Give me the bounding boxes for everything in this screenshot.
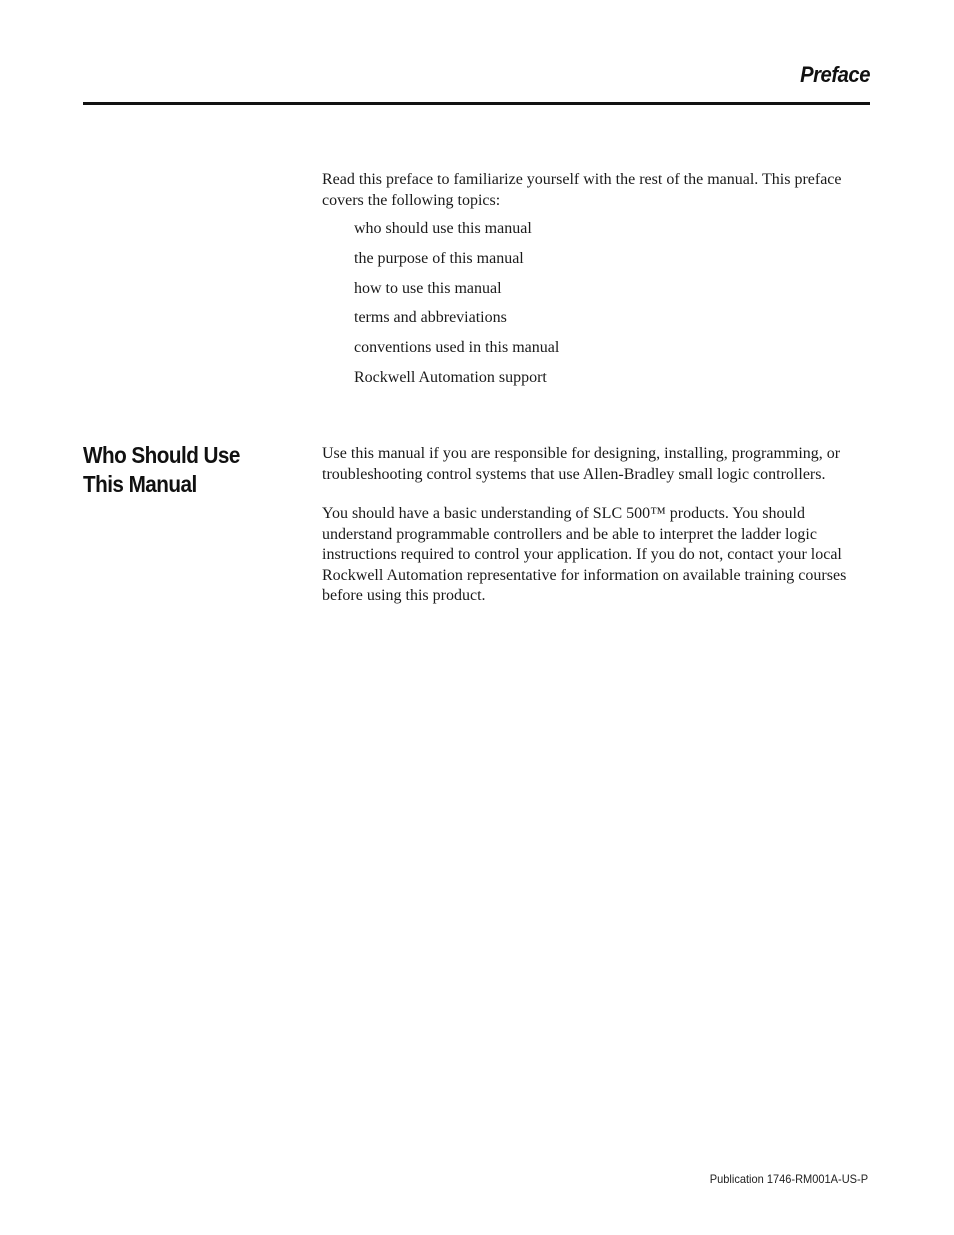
list-item: terms and abbreviations <box>354 309 507 327</box>
intro-paragraph: Read this preface to familiarize yourself with the rest of the manual. This preface covers the following topics: <box>322 171 842 209</box>
section-paragraph: Use this manual if you are responsible for designing, installing, programming, or troubleshooting control systems that use Allen-Bradley small logic controllers. <box>322 445 841 483</box>
list-item: how to use this manual <box>354 279 502 297</box>
publication-number: Publication 1746-RM001A-US-P <box>709 1172 868 1186</box>
section-paragraph: You should have a basic understanding of SLC 500™ products. You should understand programmable controllers and be able to interpret the ladder logic instructions required to control your application. If you do not, contact your local Rockwell Automation representative for information on available training courses before using this product. <box>322 505 847 604</box>
list-item: who should use this manual <box>354 220 532 237</box>
page-title: Preface <box>800 62 870 87</box>
section-body <box>322 444 870 626</box>
page-header <box>83 60 870 105</box>
section-heading: Who Should Use This Manual <box>83 442 240 497</box>
list-item: conventions used in this manual <box>354 339 560 357</box>
list-item: the purpose of this manual <box>354 249 524 267</box>
intro-section <box>322 170 870 398</box>
topic-list <box>322 219 870 388</box>
list-item: Rockwell Automation support <box>354 368 547 386</box>
